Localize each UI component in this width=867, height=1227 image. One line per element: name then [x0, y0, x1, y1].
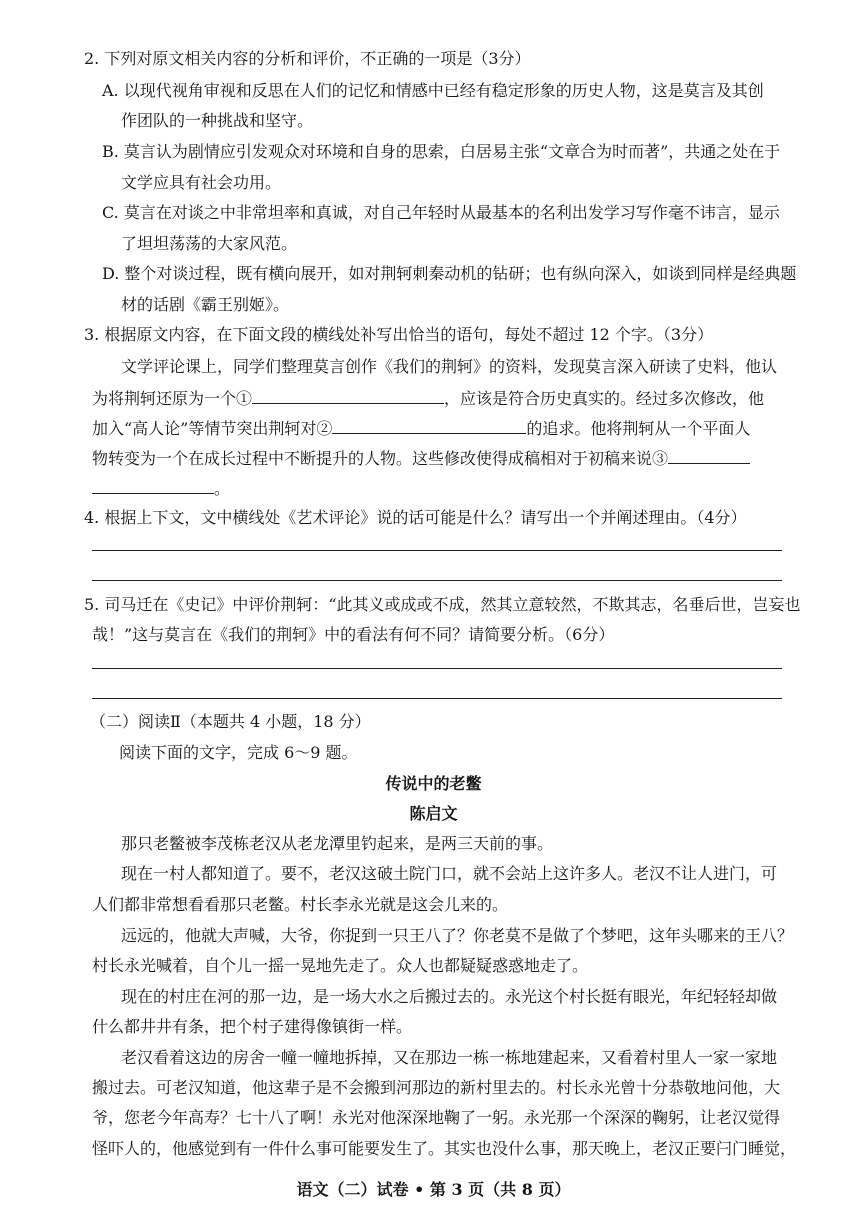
q3-text-3b: 的追求。他将荆轲从一个平面人: [526, 419, 751, 438]
page-footer: 语文（二）试卷 • 第 3 页（共 8 页）: [296, 1180, 571, 1199]
q2-option-a-line2: 作团队的一种挑战和坚守。: [121, 111, 314, 130]
q2-option-c-line1: C. 莫言在对谈之中非常坦率和真诚，对自己年轻时从最基本的名利出发学习写作毫不讳言，显示: [102, 203, 780, 222]
q2-option-a-line1: A. 以现代视角审视和反思在人们的记忆和情感中已经有稳定形象的历史人物，这是莫言及其创: [102, 81, 764, 100]
q4-answer-line-1[interactable]: [92, 550, 782, 551]
story-line: 村长永光喊着，自个儿一摇一晃地先走了。众人也都疑疑惑惑地走了。: [92, 956, 589, 975]
fill-blank-2[interactable]: [332, 417, 526, 434]
story-author: 陈启文: [409, 804, 458, 823]
q3-paragraph-line1: 文学评论课上，同学们整理莫言创作《我们的荆轲》的资料，发现莫言深入研读了史料，他认: [121, 357, 778, 376]
fill-blank-3a[interactable]: [668, 447, 750, 464]
q5-answer-line-2[interactable]: [92, 698, 782, 699]
q2-option-c-line2: 了坦坦荡荡的大家风范。: [121, 234, 298, 253]
story-line: 怪吓人的，他感觉到有一件什么事可能要发生了。其实也没什么事，那天晚上，老汉正要闩门睡觉，: [92, 1139, 797, 1158]
section-heading: （二）阅读Ⅱ（本题共 4 小题，18 分）: [90, 712, 371, 731]
section-instruction: 阅读下面的文字，完成 6～9 题。: [119, 743, 358, 762]
q3-text-4a: 物转变为一个在成长过程中不断提升的人物。这些修改使得成稿相对于初稿来说③: [92, 449, 669, 468]
q5-stem-line1: 5. 司马迁在《史记》中评价荆轲：“此其义或成或不成，然其立意较然，不欺其志，名垂后世，岂妄也: [84, 595, 801, 614]
fill-blank-3b[interactable]: [92, 477, 214, 494]
q3-paragraph-line3: [92, 417, 750, 439]
story-line: 远远的，他就大声喊，大爷，你捉到一只王八了？你老莫不是做了个梦吧，这年头哪来的王八？: [121, 926, 794, 945]
story-line: 老汉看着这边的房舍一幢一幢地拆掉，又在那边一栋一栋地建起来，又看着村里人一家一家地: [121, 1048, 778, 1067]
q3-text-5: 。: [214, 479, 231, 498]
q3-text-3a: 加入“高人论”等情节突出荆轲对②: [92, 419, 333, 438]
story-line: 人们都非常想看看那只老鳖。村长李永光就是这会儿来的。: [92, 895, 509, 914]
q2-stem: 2. 下列对原文相关内容的分析和评价，不正确的一项是（3分）: [84, 49, 531, 68]
fill-blank-1[interactable]: [252, 387, 444, 404]
q2-option-d-line1: D. 整个对谈过程，既有横向展开，如对荆轲刺秦动机的钻研；也有纵向深入，如谈到同样是经典题: [102, 264, 797, 283]
q3-stem: 3. 根据原文内容，在下面文段的横线处补写出恰当的语句，每处不超过 12 个字。（3分）: [84, 325, 714, 344]
q3-paragraph-line5: [92, 477, 230, 499]
q3-text-2b: ，应该是符合历史真实的。经过多次修改，他: [444, 389, 765, 408]
q3-text-2a: 为将荆轲还原为一个①: [92, 389, 253, 408]
story-line: 爷，您老今年高寿？七十八了啊！永光对他深深地鞠了一躬。永光那一个深深的鞠躬，让老汉觉得: [92, 1108, 781, 1127]
story-line: 那只老鳖被李茂栋老汉从老龙潭里钓起来，是两三天前的事。: [121, 834, 554, 853]
story-title: 传说中的老鳖: [385, 774, 482, 793]
q3-paragraph-line2: [92, 387, 764, 409]
q3-paragraph-line4: [92, 447, 750, 469]
q2-option-b-line1: B. 莫言认为剧情应引发观众对环境和自身的思索，白居易主张“文章合为时而著”，共通之处在于: [102, 142, 781, 161]
q4-answer-line-2[interactable]: [92, 580, 782, 581]
q2-option-d-line2: 材的话剧《霸王别姬》。: [121, 295, 290, 314]
story-line: 什么都井井有条，把个村子建得像镇街一样。: [92, 1017, 413, 1036]
story-line: 搬过去。可老汉知道，他这辈子是不会搬到河那边的新村里去的。村长永光曾十分恭敬地问他，大: [92, 1078, 781, 1097]
q5-stem-line2: 哉！”这与莫言在《我们的荆轲》中的看法有何不同？请简要分析。（6分）: [92, 625, 615, 644]
story-line: 现在的村庄在河的那一边，是一场大水之后搬过去的。永光这个村长挺有眼光，年纪轻轻却做: [121, 987, 778, 1006]
q2-option-b-line2: 文学应具有社会功用。: [121, 173, 282, 192]
story-line: 现在一村人都知道了。要不，老汉这破土院门口，就不会站上这许多人。老汉不让人进门，可: [121, 864, 778, 883]
q4-stem: 4. 根据上下文，文中横线处《艺术评论》说的话可能是什么？请写出一个并阐述理由。（4分）: [84, 508, 747, 527]
q5-answer-line-1[interactable]: [92, 668, 782, 669]
